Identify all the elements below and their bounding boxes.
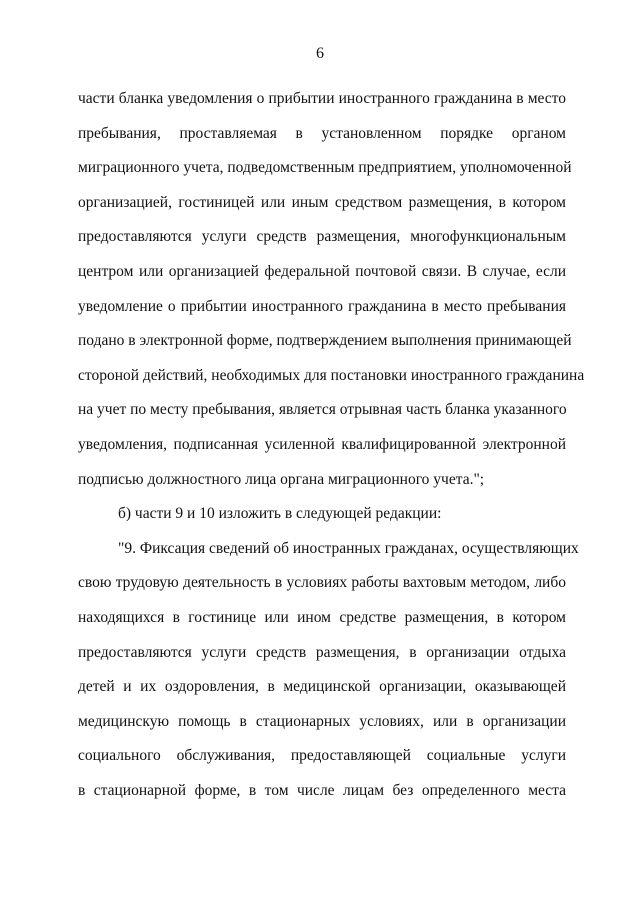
text-line: свою трудовую деятельность в условиях работы вахтовым методом, либо [78, 574, 566, 592]
text-line: в стационарной форме, в том числе лицам без определенного места [78, 781, 566, 799]
text-line: пребывания, проставляемая в установленном порядке органом [78, 124, 566, 142]
text-line: стороной действий, необходимых для постановки иностранного гражданина [78, 366, 585, 384]
document-body [78, 82, 585, 808]
text-line: части бланка уведомления о прибытии иностранного гражданина в место [78, 90, 566, 107]
text-line: детей и их оздоровления, в медицинской организации, оказывающей [78, 678, 566, 696]
text-line: медицинскую помощь в стационарных условиях, или в организации [78, 712, 566, 730]
text-line: "9. Фиксация сведений об иностранных гражданах, осуществляющих [118, 539, 579, 557]
page-number: 6 [316, 45, 324, 62]
text-line: центром или организацией федеральной почтовой связи. В случае, если [78, 262, 566, 280]
text-line: предоставляются услуги средств размещения, в организации отдыха [78, 643, 566, 661]
text-line: б) части 9 и 10 изложить в следующей редакции: [118, 505, 442, 523]
text-line: на учет по месту пребывания, является отрывная часть бланка указанного [78, 401, 567, 419]
text-line: организацией, гостиницей или иным средством размещения, в котором [78, 193, 566, 211]
text-line: подписью должностного лица органа миграционного учета."; [78, 470, 485, 488]
text-line: находящихся в гостинице или ином средстве размещения, в котором [78, 608, 566, 626]
text-line: подано в электронной форме, подтверждением выполнения принимающей [78, 332, 572, 350]
text-line: миграционного учета, подведомственным предприятием, уполномоченной [78, 159, 572, 177]
text-line: уведомление о прибытии иностранного гражданина в место пребывания [78, 297, 566, 315]
text-line: уведомления, подписанная усиленной квалифицированной электронной [78, 435, 566, 453]
text-line: предоставляются услуги средств размещения, многофункциональным [78, 228, 566, 246]
text-line: социального обслуживания, предоставляющей социальные услуги [78, 747, 566, 765]
